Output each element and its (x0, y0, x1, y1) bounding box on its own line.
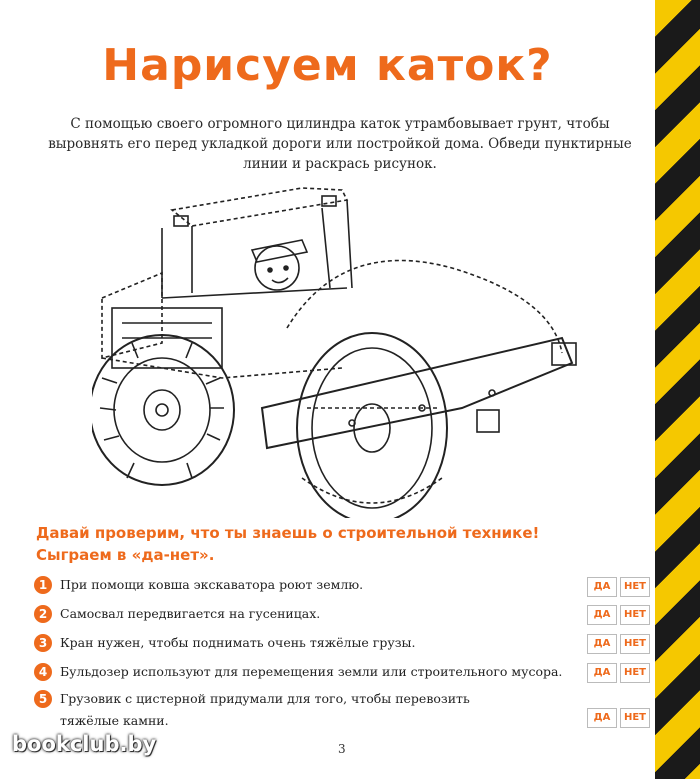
question-number: 2 (34, 605, 52, 623)
question-text: Кран нужен, чтобы поднимать очень тяжёлые грузы. (60, 635, 416, 650)
hazard-stripe-border (655, 0, 700, 779)
no-button[interactable]: НЕТ (620, 634, 650, 654)
no-button[interactable]: НЕТ (620, 708, 650, 728)
watermark: bookclub.by (12, 732, 157, 756)
yes-button[interactable]: ДА (587, 605, 617, 625)
question-text: Бульдозер используют для перемещения земли или строительного мусора. (60, 664, 563, 679)
no-button[interactable]: НЕТ (620, 577, 650, 597)
road-roller-illustration (92, 178, 592, 518)
no-button[interactable]: НЕТ (620, 605, 650, 625)
answer-buttons (587, 705, 653, 728)
quiz-heading-line1: Давай проверим, что ты знаешь о строительной технике! (36, 524, 540, 542)
answer-buttons (587, 602, 653, 625)
yes-button[interactable]: ДА (587, 708, 617, 728)
quiz-heading (36, 522, 596, 566)
question-text: Самосвал передвигается на гусеницах. (60, 606, 321, 621)
answer-buttons (587, 574, 653, 597)
question-number: 5 (34, 690, 52, 708)
answer-buttons (587, 660, 653, 683)
question-number: 4 (34, 663, 52, 681)
yes-button[interactable]: ДА (587, 663, 617, 683)
question-number: 3 (34, 634, 52, 652)
page-number: 3 (338, 742, 346, 756)
yes-button[interactable]: ДА (587, 634, 617, 654)
answer-buttons (587, 631, 653, 654)
intro-paragraph: С помощью своего огромного цилиндра каток утрамбовывает грунт, чтобы выровнять его перед укладкой дороги или постройкой дома. Обведи пунктирные линии и раскрась рисунок. (48, 116, 632, 172)
question-text: Грузовик с цистерной придумали для того, чтобы перевозить тяжёлые камни. (60, 691, 470, 728)
question-text: При помощи ковша экскаватора роют землю. (60, 577, 364, 592)
no-button[interactable]: НЕТ (620, 663, 650, 683)
page-title: Нарисуем каток? (102, 40, 553, 91)
yes-button[interactable]: ДА (587, 577, 617, 597)
quiz-heading-line2: Сыграем в «да-нет». (36, 546, 215, 564)
question-number: 1 (34, 576, 52, 594)
